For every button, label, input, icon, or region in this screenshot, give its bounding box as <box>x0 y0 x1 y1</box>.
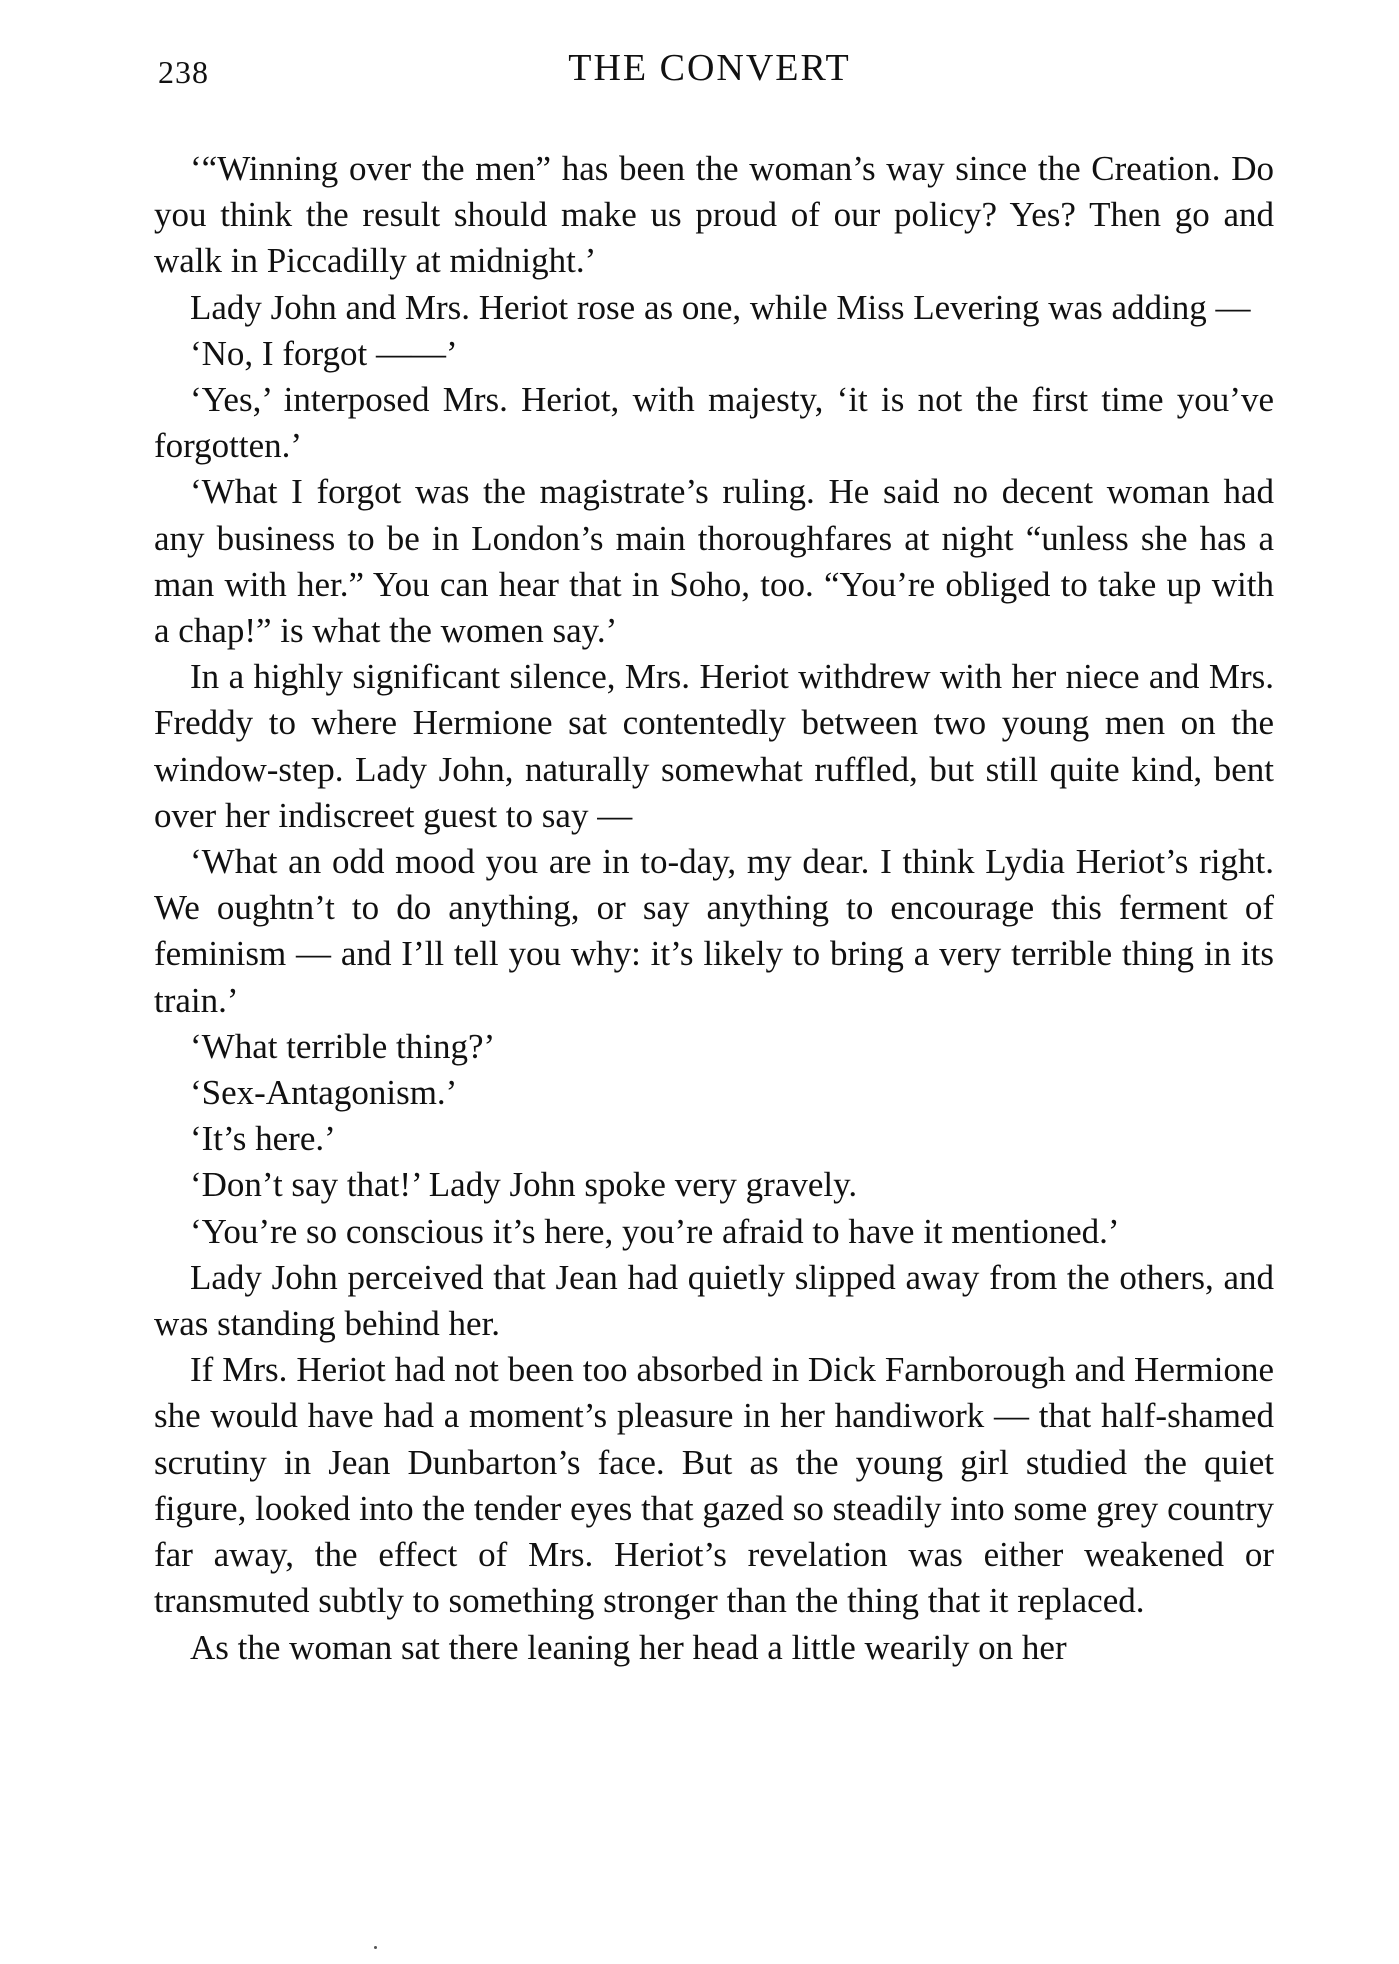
paragraph: ‘What I forgot was the magistrate’s ruling. He said no decent woman had any business to be in London’s main thoroughfares at night “unless she has a man with her.” You can hear that in Soho, too. “You’re obliged to take up with a chap!” is what the women say.’ <box>154 472 1274 651</box>
paragraph: ‘What terrible thing?’ <box>190 1026 496 1066</box>
paragraph: ‘It’s here.’ <box>190 1119 336 1159</box>
page-header <box>0 46 1399 96</box>
paragraph: ‘Sex-Antagonism.’ <box>190 1073 458 1113</box>
paragraph: ‘“Winning over the men” has been the woman’s way since the Creation. Do you think the result should make us proud of our policy? Yes? Then go and walk in Piccadilly at midnight.’ <box>154 149 1274 281</box>
paragraph: ‘Yes,’ interposed Mrs. Heriot, with majesty, ‘it is not the first time you’ve forgotten.’ <box>154 380 1274 466</box>
paragraph: Lady John perceived that Jean had quietly slipped away from the others, and was standing behind her. <box>154 1257 1274 1344</box>
paragraph: ‘What an odd mood you are in to-day, my dear. I think Lydia Heriot’s right. We oughtn’t to do anything, or say anything to encourage this ferment of feminism — and I’ll tell you why: it’s likely to bring a very terrible thing in its train.’ <box>154 842 1274 1020</box>
print-speck <box>374 1946 377 1949</box>
paragraph: ‘You’re so conscious it’s here, you’re afraid to have it mentioned.’ <box>190 1211 1120 1251</box>
paragraph: ‘Don’t say that!’ Lady John spoke very gravely. <box>190 1165 858 1205</box>
body-text <box>154 146 1274 1671</box>
paragraph: Lady John and Mrs. Heriot rose as one, while Miss Levering was adding — <box>190 287 1251 327</box>
paragraph: In a highly significant silence, Mrs. Heriot withdrew with her niece and Mrs. Freddy to where Hermione sat contentedly between two young men on the window-step. Lady John, naturally somewhat ruffled, but still quite kind, bent over her indiscreet guest to say — <box>154 657 1274 835</box>
page-number: 238 <box>158 54 209 90</box>
running-title: THE CONVERT <box>568 47 851 89</box>
paragraph: ‘No, I forgot ——’ <box>190 333 458 373</box>
paragraph: As the woman sat there leaning her head a little wearily on her <box>190 1627 1067 1667</box>
paragraph: If Mrs. Heriot had not been too absorbed in Dick Farnborough and Hermione she would have had a moment’s pleasure in her handiwork — that half-shamed scrutiny in Jean Dunbarton’s face. But as the young girl studied the quiet figure, looked into the tender eyes that gazed so steadily into some grey country far away, the effect of Mrs. Heriot’s revelation was either weakened or transmuted subtly to something stronger than the thing that it replaced. <box>154 1350 1274 1621</box>
